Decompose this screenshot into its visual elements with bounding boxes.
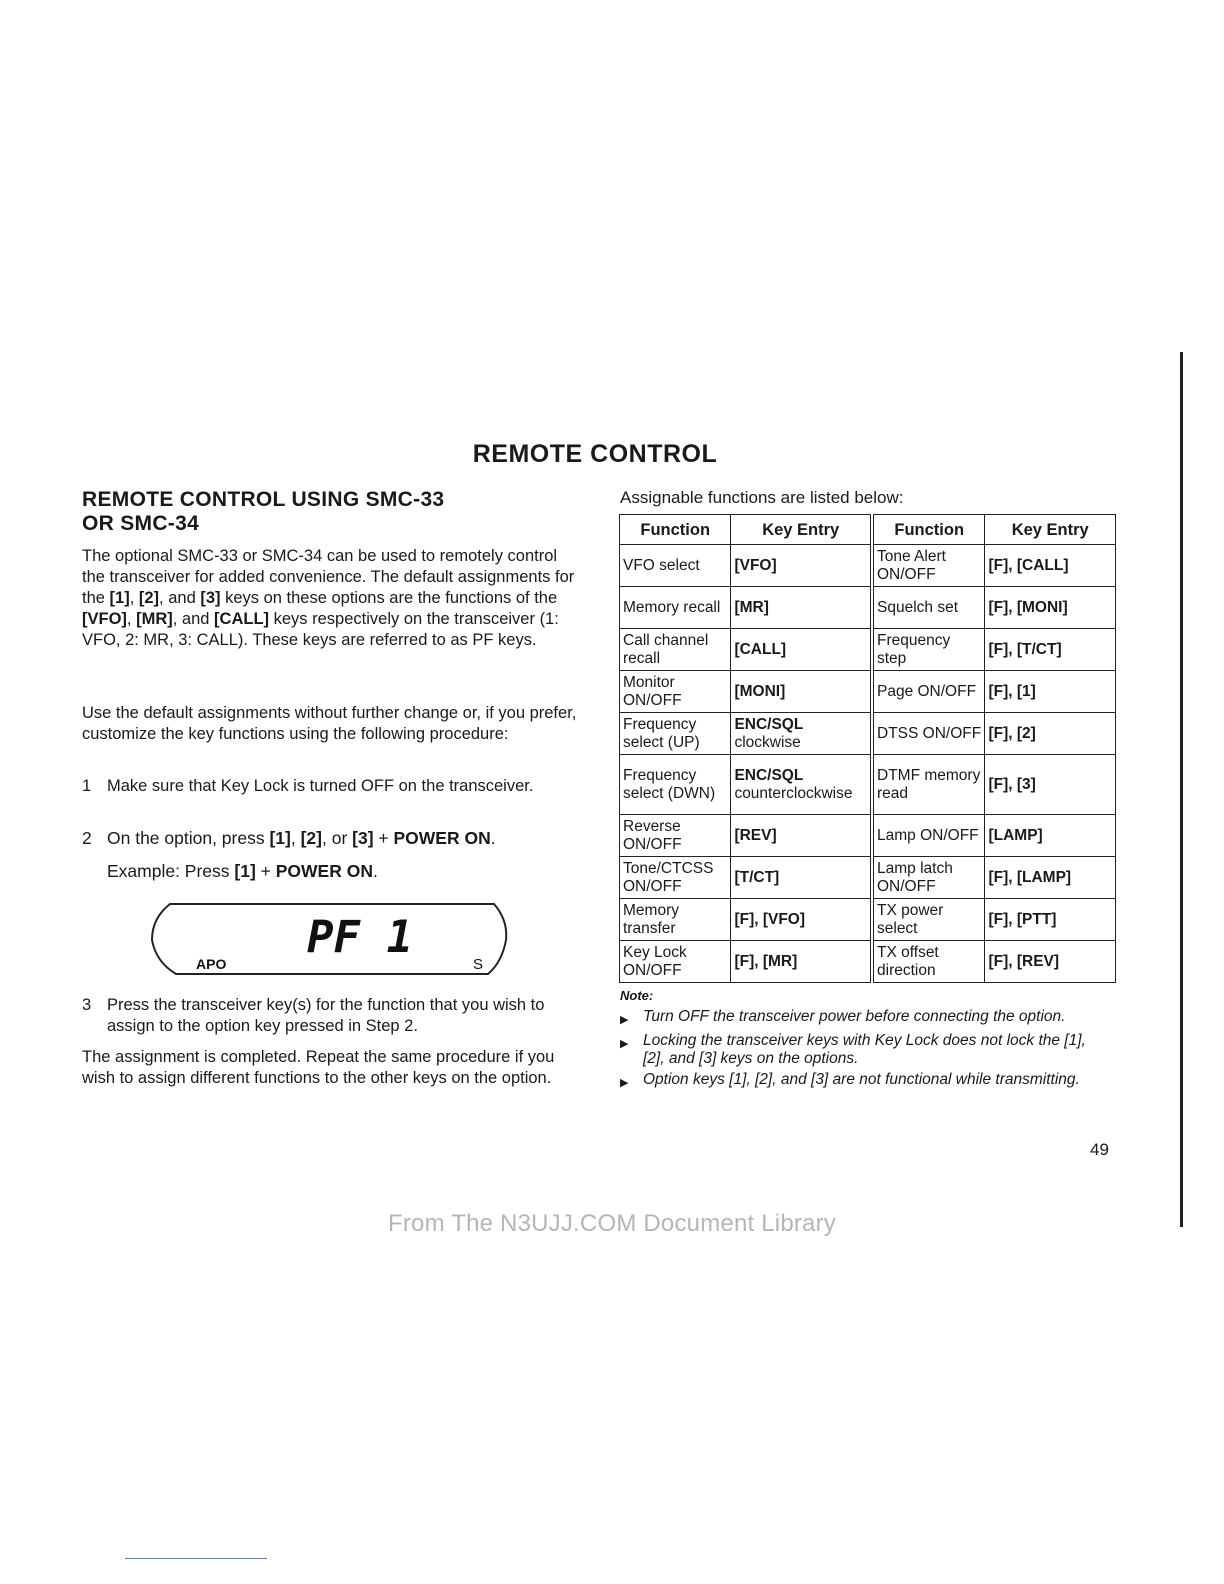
header-function: Function xyxy=(620,515,731,545)
library-watermark: From The N3UJJ.COM Document Library xyxy=(388,1210,836,1237)
function-cell: Tone Alert ON/OFF xyxy=(872,545,985,587)
step-text: Press the transceiver key(s) for the function that you wish to assign to the option key pressed in Step 2. xyxy=(107,996,545,1035)
header-key-entry: Key Entry xyxy=(985,515,1116,545)
step-3 xyxy=(82,995,582,1037)
bullet-arrow-icon: ▶ xyxy=(620,1038,629,1050)
key-entry-cell: [F], [LAMP] xyxy=(985,857,1116,899)
function-cell: Frequency select (UP) xyxy=(620,713,731,755)
page-title: REMOTE CONTROL xyxy=(472,440,718,468)
function-cell: Page ON/OFF xyxy=(872,671,985,713)
function-cell: Frequency select (DWN) xyxy=(620,755,731,815)
bullet-arrow-icon: ▶ xyxy=(620,1077,629,1089)
table-row xyxy=(620,671,1116,713)
function-cell: Monitor ON/OFF xyxy=(620,671,731,713)
function-cell: Lamp latch ON/OFF xyxy=(872,857,985,899)
section-heading-line2: OR SMC-34 xyxy=(82,512,200,535)
section-heading xyxy=(82,488,562,536)
bullet-arrow-icon: ▶ xyxy=(620,1014,629,1026)
key-entry-cell: ENC/SQL clockwise xyxy=(731,713,872,755)
function-cell: DTMF memory read xyxy=(872,755,985,815)
key-entry-cell: [F], [CALL] xyxy=(985,545,1116,587)
function-cell: Key Lock ON/OFF xyxy=(620,941,731,983)
key-entry-cell: [LAMP] xyxy=(985,815,1116,857)
function-cell: Lamp ON/OFF xyxy=(872,815,985,857)
key-entry-cell: [MR] xyxy=(731,587,872,629)
key-entry-cell: [F], [PTT] xyxy=(985,899,1116,941)
key-entry-cell: ENC/SQL counterclockwise xyxy=(731,755,872,815)
key-entry-cell: [F], [VFO] xyxy=(731,899,872,941)
page-edge-rule xyxy=(1180,352,1183,1227)
procedure-paragraph: Use the default assignments without further change or, if you prefer, customize the key functions using the following procedure: xyxy=(82,704,577,743)
key-entry-cell: [REV] xyxy=(731,815,872,857)
page-number: 49 xyxy=(1090,1140,1109,1159)
function-cell: Tone/CTCSS ON/OFF xyxy=(620,857,731,899)
function-cell: Memory recall xyxy=(620,587,731,629)
step-number: 2 xyxy=(82,828,92,848)
key-entry-cell: [CALL] xyxy=(731,629,872,671)
note-item xyxy=(620,1032,1110,1068)
lcd-display-illustration xyxy=(148,900,512,978)
function-cell: TX offset direction xyxy=(872,941,985,983)
bottom-divider xyxy=(125,1558,267,1559)
key-entry-cell: [T/CT] xyxy=(731,857,872,899)
table-row xyxy=(620,941,1116,983)
lcd-apo-label: APO xyxy=(196,956,227,972)
key-entry-cell: [F], [MONI] xyxy=(985,587,1116,629)
function-cell: TX power select xyxy=(872,899,985,941)
key-entry-cell: [F], [2] xyxy=(985,713,1116,755)
section-heading-line1: REMOTE CONTROL USING SMC-33 xyxy=(82,488,445,511)
function-cell: Memory transfer xyxy=(620,899,731,941)
step-1 xyxy=(82,776,582,797)
table-row xyxy=(620,629,1116,671)
lcd-s-label: S xyxy=(473,956,484,973)
key-entry-cell: [F], [1] xyxy=(985,671,1116,713)
step-number: 1 xyxy=(82,777,92,795)
function-cell: Call channel recall xyxy=(620,629,731,671)
table-row xyxy=(620,899,1116,941)
header-function: Function xyxy=(872,515,985,545)
function-cell: Frequency step xyxy=(872,629,985,671)
notes-list xyxy=(620,1008,1110,1095)
note-item xyxy=(620,1008,1110,1029)
step-text: On the option, press [1], [2], or [3] + POWER ON. xyxy=(107,828,496,848)
step-2 xyxy=(82,828,582,849)
lcd-main-text: PF 1 xyxy=(307,912,413,963)
table-row xyxy=(620,713,1116,755)
function-cell: DTSS ON/OFF xyxy=(872,713,985,755)
table-row xyxy=(620,857,1116,899)
note-item xyxy=(620,1071,1110,1092)
example-line: Example: Press [1] + POWER ON. xyxy=(107,861,378,881)
assignable-functions-table xyxy=(619,514,1116,983)
note-text: Option keys [1], [2], and [3] are not functional while transmitting. xyxy=(643,1071,1080,1088)
function-cell: Squelch set xyxy=(872,587,985,629)
step-number: 3 xyxy=(82,996,92,1014)
table-header-row xyxy=(620,515,1116,545)
intro-paragraph: The optional SMC-33 or SMC-34 can be used to remotely control the transceiver for added convenience. The default assignments for the [1], [2], and [3] keys on these options are the functions of the [VFO], [MR], and [CALL] keys respectively on the transceiver (1: VFO, 2: MR, 3: CALL). These keys are referred to as PF keys. xyxy=(82,547,575,649)
note-label: Note: xyxy=(620,988,654,1003)
table-row xyxy=(620,815,1116,857)
key-entry-cell: [VFO] xyxy=(731,545,872,587)
key-entry-cell: [F], [REV] xyxy=(985,941,1116,983)
key-entry-cell: [MONI] xyxy=(731,671,872,713)
key-entry-cell: [F], [T/CT] xyxy=(985,629,1116,671)
table-row xyxy=(620,587,1116,629)
header-key-entry: Key Entry xyxy=(731,515,872,545)
table-row xyxy=(620,755,1116,815)
key-entry-cell: [F], [MR] xyxy=(731,941,872,983)
key-entry-cell: [F], [3] xyxy=(985,755,1116,815)
completion-paragraph: The assignment is completed. Repeat the same procedure if you wish to assign different functions to the other keys on the option. xyxy=(82,1048,555,1087)
function-cell: Reverse ON/OFF xyxy=(620,815,731,857)
table-row xyxy=(620,545,1116,587)
note-text: Locking the transceiver keys with Key Lock does not lock the [1], [2], and [3] keys on the options. xyxy=(643,1032,1086,1067)
step-text: Make sure that Key Lock is turned OFF on the transceiver. xyxy=(107,777,534,795)
note-text: Turn OFF the transceiver power before connecting the option. xyxy=(643,1008,1066,1025)
function-cell: VFO select xyxy=(620,545,731,587)
assignable-intro: Assignable functions are listed below: xyxy=(620,488,904,507)
